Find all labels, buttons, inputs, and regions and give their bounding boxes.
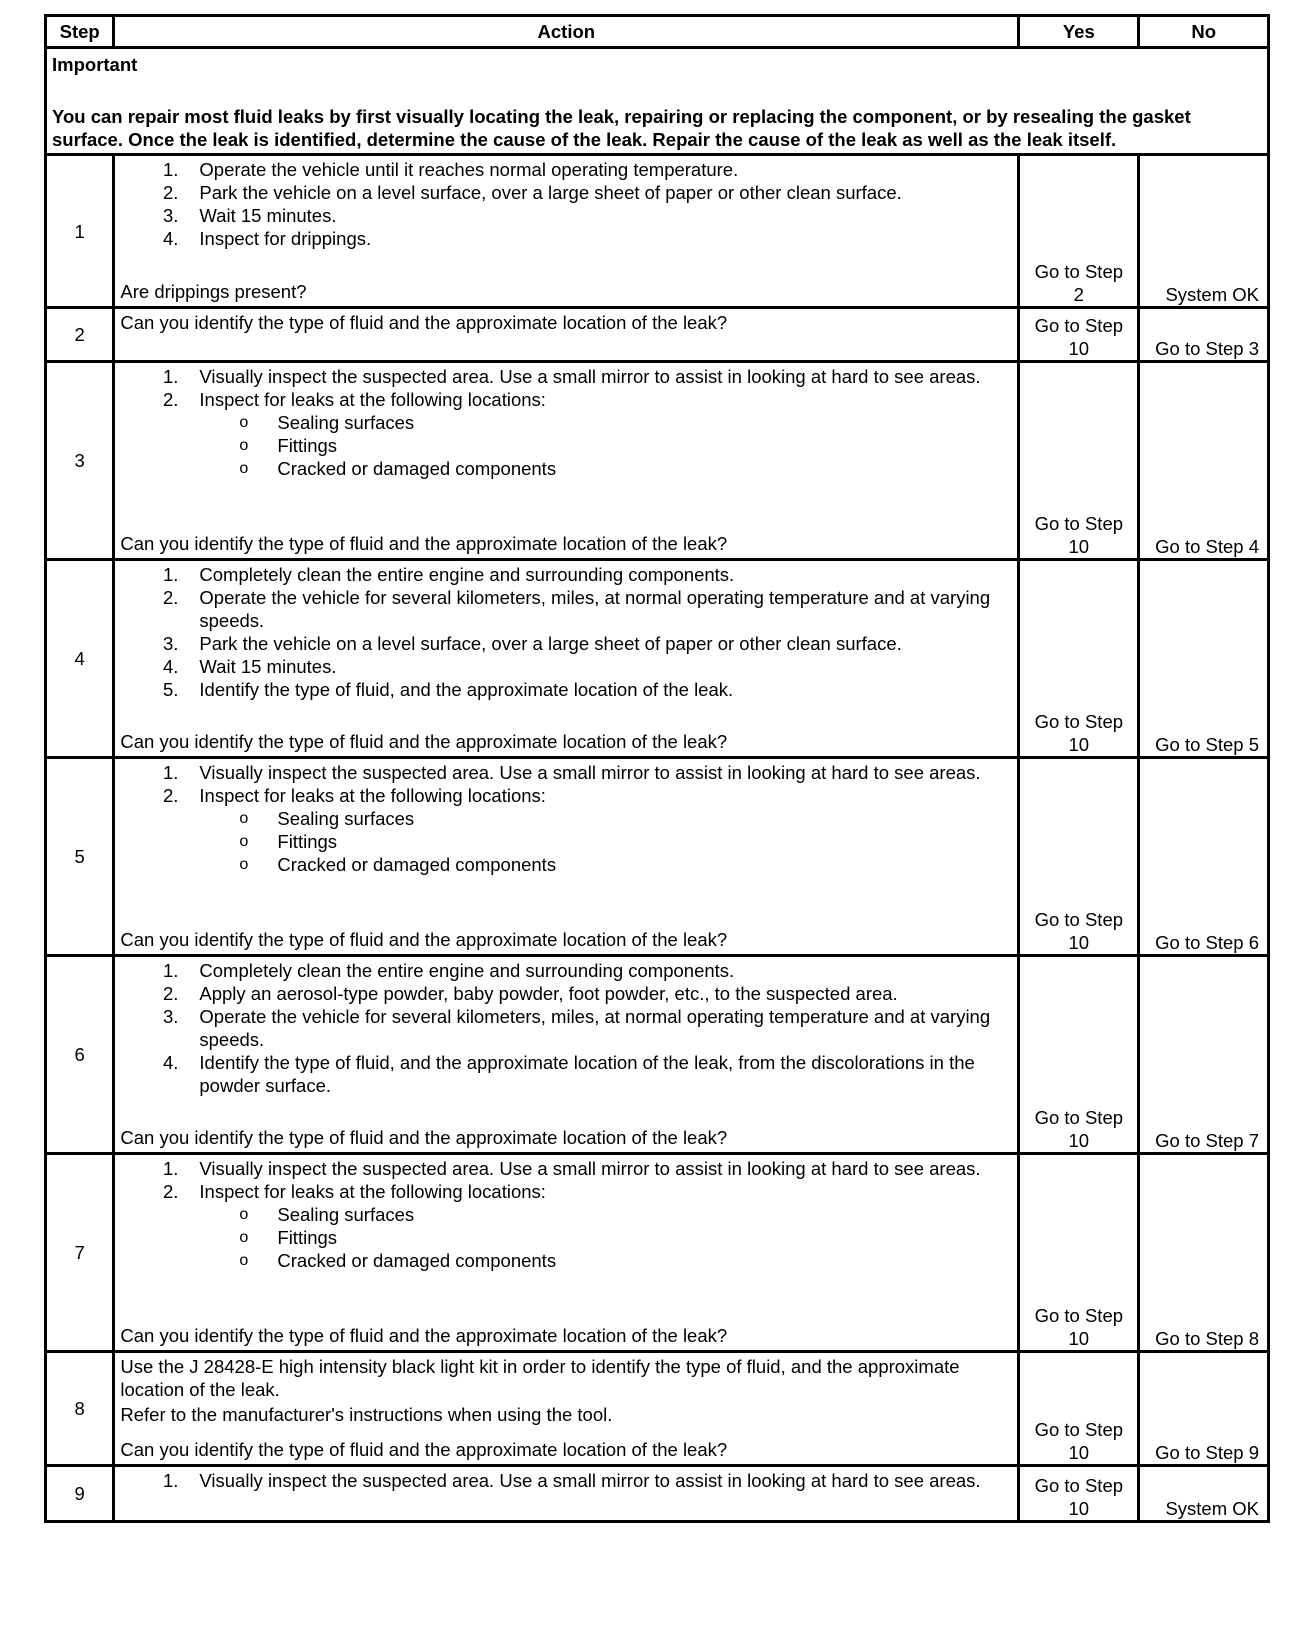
- yes-result-step: 10: [1068, 932, 1090, 953]
- yes-result: [1019, 560, 1139, 758]
- question-spacer: [120, 1272, 1012, 1324]
- circle-bullet-icon: o: [239, 856, 249, 873]
- action-content: [120, 1355, 1012, 1461]
- yes-result-step: 10: [1068, 536, 1090, 557]
- step-number: 7: [46, 1154, 114, 1352]
- location-text: Cracked or damaged components: [277, 854, 557, 875]
- action-step-item: [120, 158, 1012, 181]
- yes-result: [1019, 758, 1139, 956]
- action-steps-list: [120, 365, 1012, 480]
- yes-result-label: Go to Step: [1034, 711, 1124, 732]
- step-number: 1: [46, 155, 114, 308]
- yes-result-step: 10: [1068, 1328, 1090, 1349]
- circle-bullet-icon: o: [239, 833, 249, 850]
- yes-result-label: Go to Step: [1034, 315, 1124, 336]
- location-list: [199, 1203, 1012, 1272]
- location-item: [199, 457, 1012, 480]
- circle-bullet-icon: o: [239, 1252, 249, 1269]
- diagnostic-table: [44, 14, 1270, 1523]
- action-step-number: 1.: [162, 1158, 179, 1179]
- yes-result: [1019, 1154, 1139, 1352]
- action-step-item: [120, 761, 1012, 784]
- action-step-number: 3.: [162, 1006, 179, 1027]
- header-no: No: [1139, 16, 1269, 48]
- action-step-item: [120, 388, 1012, 480]
- no-result: Go to Step 4: [1139, 362, 1269, 560]
- action-step-item: [120, 1051, 1012, 1097]
- action-content: [120, 563, 1012, 753]
- action-step-item: [120, 784, 1012, 876]
- action-steps-list: [120, 959, 1012, 1097]
- action-step-item: [120, 1157, 1012, 1180]
- action-step-item: [120, 1005, 1012, 1051]
- yes-result: [1019, 1466, 1139, 1522]
- action-step-text: Inspect for leaks at the following locations:: [199, 389, 546, 410]
- important-note: [46, 48, 1269, 155]
- action-step-text: Operate the vehicle for several kilometers, miles, at normal operating temperature and at varying speeds.: [199, 1006, 991, 1050]
- step-number: 9: [46, 1466, 114, 1522]
- action-step-item: [120, 632, 1012, 655]
- action-step-text: Park the vehicle on a level surface, over a large sheet of paper or other clean surface.: [199, 633, 902, 654]
- circle-bullet-icon: o: [239, 810, 249, 827]
- yes-result: [1019, 362, 1139, 560]
- no-result: Go to Step 8: [1139, 1154, 1269, 1352]
- circle-bullet-icon: o: [239, 414, 249, 431]
- yes-result: [1019, 956, 1139, 1154]
- no-result: Go to Step 3: [1139, 308, 1269, 362]
- step-row: [46, 308, 1269, 362]
- action-step-number: 1.: [162, 762, 179, 783]
- yes-result-label: Go to Step: [1034, 1419, 1124, 1440]
- action-step-number: 1.: [162, 564, 179, 585]
- action-cell: [114, 308, 1019, 362]
- action-step-item: [120, 181, 1012, 204]
- step-row: [46, 560, 1269, 758]
- header-yes: Yes: [1019, 16, 1139, 48]
- location-text: Fittings: [277, 831, 338, 852]
- action-step-item: [120, 204, 1012, 227]
- step-row: [46, 362, 1269, 560]
- action-step-number: 1.: [162, 1470, 179, 1491]
- action-step-item: [120, 227, 1012, 250]
- no-result: Go to Step 6: [1139, 758, 1269, 956]
- important-title: Important: [52, 54, 138, 75]
- yes-result-label: Go to Step: [1034, 1107, 1124, 1128]
- no-result: Go to Step 5: [1139, 560, 1269, 758]
- step-number: 5: [46, 758, 114, 956]
- location-text: Cracked or damaged components: [277, 1250, 557, 1271]
- yes-result-label: Go to Step: [1034, 909, 1124, 930]
- no-result: Go to Step 9: [1139, 1352, 1269, 1466]
- action-question: Can you identify the type of fluid and the approximate location of the leak?: [120, 1325, 728, 1346]
- action-step-number: 3.: [162, 205, 179, 226]
- action-step-item: [120, 655, 1012, 678]
- action-step-number: 1.: [162, 960, 179, 981]
- action-content: [120, 959, 1012, 1149]
- step-row: [46, 155, 1269, 308]
- location-text: Fittings: [277, 1227, 338, 1248]
- action-step-number: 2.: [162, 182, 179, 203]
- action-step-number: 2.: [162, 785, 179, 806]
- important-row: [46, 48, 1269, 155]
- action-step-item: [120, 586, 1012, 632]
- action-question: Can you identify the type of fluid and the approximate location of the leak?: [120, 1127, 728, 1148]
- circle-bullet-icon: o: [239, 1229, 249, 1246]
- action-step-item: [120, 678, 1012, 701]
- location-text: Cracked or damaged components: [277, 458, 557, 479]
- action-steps-list: [120, 158, 1012, 250]
- action-step-text: Visually inspect the suspected area. Use a small mirror to assist in looking at hard to see areas.: [199, 1470, 981, 1491]
- circle-bullet-icon: o: [239, 1206, 249, 1223]
- action-steps-list: [120, 761, 1012, 876]
- yes-result: [1019, 308, 1139, 362]
- step-number: 3: [46, 362, 114, 560]
- action-steps-list: [120, 1157, 1012, 1272]
- action-cell: [114, 560, 1019, 758]
- action-step-number: 1.: [162, 366, 179, 387]
- location-text: Sealing surfaces: [277, 808, 415, 829]
- action-question: Can you identify the type of fluid and the approximate location of the leak?: [120, 533, 728, 554]
- action-step-item: [120, 982, 1012, 1005]
- circle-bullet-icon: o: [239, 437, 249, 454]
- action-step-text: Wait 15 minutes.: [199, 656, 337, 677]
- header-step: Step: [46, 16, 114, 48]
- location-item: [199, 1226, 1012, 1249]
- location-item: [199, 411, 1012, 434]
- action-content: [120, 365, 1012, 555]
- action-question: Can you identify the type of fluid and the approximate location of the leak?: [120, 731, 728, 752]
- action-step-text: Wait 15 minutes.: [199, 205, 337, 226]
- action-cell: [114, 362, 1019, 560]
- action-step-text: Operate the vehicle for several kilometers, miles, at normal operating temperature and at varying speeds.: [199, 587, 991, 631]
- action-step-number: 2.: [162, 983, 179, 1004]
- circle-bullet-icon: o: [239, 460, 249, 477]
- yes-result-step: 10: [1068, 338, 1090, 359]
- action-content: [120, 1157, 1012, 1347]
- question-spacer: [120, 876, 1012, 928]
- action-content: [120, 761, 1012, 951]
- step-row: [46, 1466, 1269, 1522]
- location-text: Sealing surfaces: [277, 412, 415, 433]
- yes-result-label: Go to Step: [1034, 1305, 1124, 1326]
- no-result: System OK: [1139, 155, 1269, 308]
- action-step-number: 4.: [162, 1052, 179, 1073]
- action-step-text: Operate the vehicle until it reaches normal operating temperature.: [199, 159, 739, 180]
- location-item: [199, 1249, 1012, 1272]
- header-action: Action: [114, 16, 1019, 48]
- action-step-text: Identify the type of fluid, and the approximate location of the leak.: [199, 679, 734, 700]
- yes-result: [1019, 155, 1139, 308]
- action-question: Can you identify the type of fluid and the approximate location of the leak?: [120, 929, 728, 950]
- action-paragraph: Refer to the manufacturer's instructions when using the tool.: [120, 1404, 613, 1425]
- question-spacer: [120, 480, 1012, 532]
- action-step-number: 5.: [162, 679, 179, 700]
- action-cell: [114, 956, 1019, 1154]
- action-cell: [114, 1466, 1019, 1522]
- action-step-text: Visually inspect the suspected area. Use a small mirror to assist in looking at hard to see areas.: [199, 762, 981, 783]
- no-result: Go to Step 7: [1139, 956, 1269, 1154]
- action-content: [120, 158, 1012, 303]
- yes-result-label: Go to Step: [1034, 261, 1124, 282]
- action-step-text: Identify the type of fluid, and the approximate location of the leak, from the discolorations in the powder surface.: [199, 1052, 975, 1096]
- step-row: [46, 1352, 1269, 1466]
- action-steps-list: [120, 563, 1012, 701]
- location-list: [199, 807, 1012, 876]
- action-step-number: 2.: [162, 1181, 179, 1202]
- question-spacer: [120, 1097, 1012, 1126]
- action-cell: [114, 1352, 1019, 1466]
- action-step-number: 2.: [162, 587, 179, 608]
- no-result: System OK: [1139, 1466, 1269, 1522]
- question-spacer: [120, 250, 1012, 280]
- action-cell: [114, 1154, 1019, 1352]
- action-step-text: Visually inspect the suspected area. Use a small mirror to assist in looking at hard to see areas.: [199, 1158, 981, 1179]
- action-step-text: Inspect for leaks at the following locations:: [199, 1181, 546, 1202]
- location-text: Sealing surfaces: [277, 1204, 415, 1225]
- action-step-text: Completely clean the entire engine and surrounding components.: [199, 564, 735, 585]
- action-step-item: [120, 563, 1012, 586]
- yes-result-label: Go to Step: [1034, 513, 1124, 534]
- location-item: [199, 853, 1012, 876]
- location-list: [199, 411, 1012, 480]
- step-row: [46, 1154, 1269, 1352]
- action-step-item: [120, 1469, 1012, 1492]
- action-step-text: Park the vehicle on a level surface, over a large sheet of paper or other clean surface.: [199, 182, 902, 203]
- yes-result-step: 10: [1068, 1498, 1090, 1519]
- action-question: Can you identify the type of fluid and the approximate location of the leak?: [120, 312, 728, 333]
- action-step-text: Inspect for leaks at the following locations:: [199, 785, 546, 806]
- step-number: 4: [46, 560, 114, 758]
- location-text: Fittings: [277, 435, 338, 456]
- question-spacer: [120, 701, 1012, 730]
- yes-result: [1019, 1352, 1139, 1466]
- yes-result-label: Go to Step: [1034, 1475, 1124, 1496]
- action-step-item: [120, 365, 1012, 388]
- yes-result-step: 10: [1068, 734, 1090, 755]
- action-question: Are drippings present?: [120, 281, 307, 302]
- yes-result-step: 2: [1073, 284, 1084, 305]
- location-item: [199, 830, 1012, 853]
- action-step-number: 1.: [162, 159, 179, 180]
- yes-result-step: 10: [1068, 1442, 1090, 1463]
- action-step-text: Apply an aerosol-type powder, baby powder, foot powder, etc., to the suspected area.: [199, 983, 898, 1004]
- step-number: 6: [46, 956, 114, 1154]
- action-step-text: Inspect for drippings.: [199, 228, 372, 249]
- location-item: [199, 434, 1012, 457]
- action-step-item: [120, 959, 1012, 982]
- action-step-text: Visually inspect the suspected area. Use a small mirror to assist in looking at hard to see areas.: [199, 366, 981, 387]
- step-row: [46, 956, 1269, 1154]
- action-step-number: 3.: [162, 633, 179, 654]
- yes-result-step: 10: [1068, 1130, 1090, 1151]
- step-number: 8: [46, 1352, 114, 1466]
- action-cell: [114, 155, 1019, 308]
- action-step-text: Completely clean the entire engine and surrounding components.: [199, 960, 735, 981]
- action-step-number: 2.: [162, 389, 179, 410]
- important-text: You can repair most fluid leaks by first visually locating the leak, repairing or replacing the component, or by resealing the gasket surface. Once the leak is identified, determine the cause of the leak. Repair the cause of the leak as well as the leak itself.: [52, 106, 1191, 150]
- location-item: [199, 1203, 1012, 1226]
- action-steps-list: [120, 1469, 1012, 1492]
- action-step-number: 4.: [162, 228, 179, 249]
- step-number: 2: [46, 308, 114, 362]
- action-paragraph: Use the J 28428-E high intensity black light kit in order to identify the type of fluid, and the approximate location of the leak.: [120, 1356, 960, 1400]
- question-spacer: [120, 1426, 1012, 1438]
- location-item: [199, 807, 1012, 830]
- action-step-item: [120, 1180, 1012, 1272]
- step-row: [46, 758, 1269, 956]
- action-step-number: 4.: [162, 656, 179, 677]
- header-row: [46, 16, 1269, 48]
- action-cell: [114, 758, 1019, 956]
- action-question: Can you identify the type of fluid and the approximate location of the leak?: [120, 1439, 728, 1460]
